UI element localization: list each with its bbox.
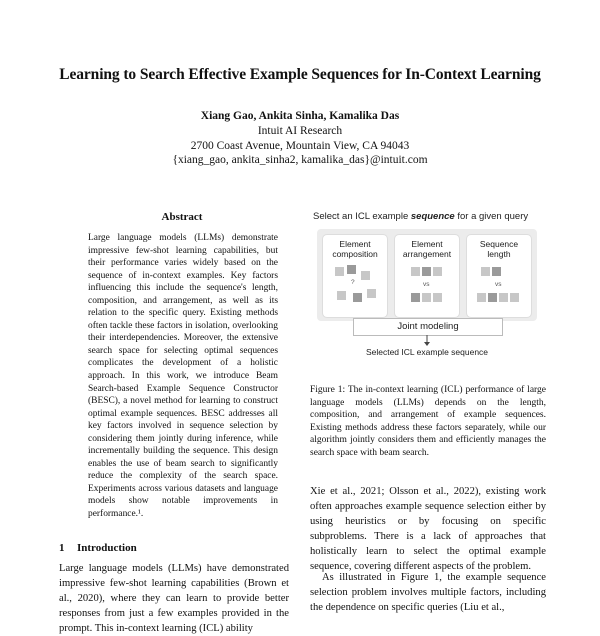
factor-composition — [323, 235, 387, 317]
example-square — [422, 293, 431, 302]
example-square — [347, 265, 356, 274]
section-title: Introduction — [77, 542, 137, 554]
output-label: Selected ICL example sequence — [365, 347, 489, 357]
example-square — [361, 271, 370, 280]
introduction-text: Large language models (LLMs) have demonstrated impressive few-shot learning capabilities (Brown et al., 2020), where they can learn to provide better responses from just a few examples provided in the prompt. This in-context learning (ICL) ability — [59, 563, 289, 634]
figure-title — [313, 211, 528, 222]
figure-caption: Figure 1: The in-context learning (ICL) performance of large language models (LLMs) depends on the length, composition, and arrangement of example sequences. Existing methods address these factors separately, while our algorithm jointly considers them and efficiently manages the search space with beam search. — [310, 385, 546, 458]
email-list: {xiang_gao, ankita_sinha2, kamalika_das}@intuit.com — [172, 154, 428, 166]
figure-title-emphasis: sequence — [410, 211, 455, 222]
example-square — [335, 267, 344, 276]
affiliation: Intuit AI Research — [257, 125, 343, 137]
section-heading-introduction — [59, 542, 137, 554]
factor-panel — [317, 229, 537, 321]
factor-label: Sequence length — [479, 239, 519, 259]
vs-label: vs — [423, 281, 430, 288]
address: 2700 Coast Avenue, Mountain View, CA 94043 — [190, 140, 410, 152]
factor-arrangement — [395, 235, 459, 317]
abstract-heading: Abstract — [161, 211, 203, 223]
factor-label: Element arrangement — [402, 239, 452, 259]
right-column-paragraph-2: As illustrated in Figure 1, the example sequence selection problem involves multiple factors, including the dependence on specific queries (Liu et al., — [310, 572, 546, 613]
example-square — [433, 293, 442, 302]
factor-length — [467, 235, 531, 317]
vs-label: vs — [495, 281, 502, 288]
example-square — [422, 267, 431, 276]
factor-label: Element composition — [332, 239, 378, 259]
example-square — [411, 267, 420, 276]
example-square — [353, 293, 362, 302]
abstract-text: Large language models (LLMs) demonstrate impressive few-shot learning capabilities, but their performance varies widely based on the sequence of in-context examples. Key factors influencing this include the sequence's length, composition, and arrangement, as well as its relation to the specific query. Existing methods often tackle these factors in isolation, overlooking their interdependencies. Moreover, the extensive search space for selecting optimal sequences complicates the development of a holistic approach. In this work, we introduce Beam Search-based Example Sequence Constructor (BESC), a novel method for learning to construct optimal example sequences. BESC addresses all key factors involved in sequence selection by considering them jointly during inference, while incrementally building the sequence. This design enables the use of beam search to significantly reduce the complexity of the search space. Experiments across various datasets and language models show notable improvements in performance.¹. — [88, 233, 278, 520]
example-square — [477, 293, 486, 302]
right-column-paragraph-1: Xie et al., 2021; Olsson et al., 2022), existing work often approaches example sequence selection either by using heuristics or by focusing on specific subproblems. There is a lack of approaches that holistically learn to select the optimal example sequence, covering different aspects of the problem. — [310, 486, 546, 572]
example-square — [488, 293, 497, 302]
example-square — [433, 267, 442, 276]
example-square — [367, 289, 376, 298]
question-mark: ? — [351, 279, 355, 286]
example-square — [492, 267, 501, 276]
figure-1 — [307, 211, 547, 361]
figure-title-suffix: for a given query — [457, 211, 529, 222]
example-square — [510, 293, 519, 302]
example-square — [481, 267, 490, 276]
example-square — [499, 293, 508, 302]
section-number: 1 — [59, 542, 65, 554]
figure-title-prefix: Select an ICL example — [313, 211, 409, 222]
down-arrow-icon — [422, 335, 432, 347]
example-square — [337, 291, 346, 300]
author-list: Xiang Gao, Ankita Sinha, Kamalika Das — [200, 110, 400, 122]
example-square — [411, 293, 420, 302]
paper-title: Learning to Search Effective Example Sequences for In-Context Learning — [59, 66, 541, 83]
joint-modeling-box: Joint modeling — [353, 318, 503, 336]
